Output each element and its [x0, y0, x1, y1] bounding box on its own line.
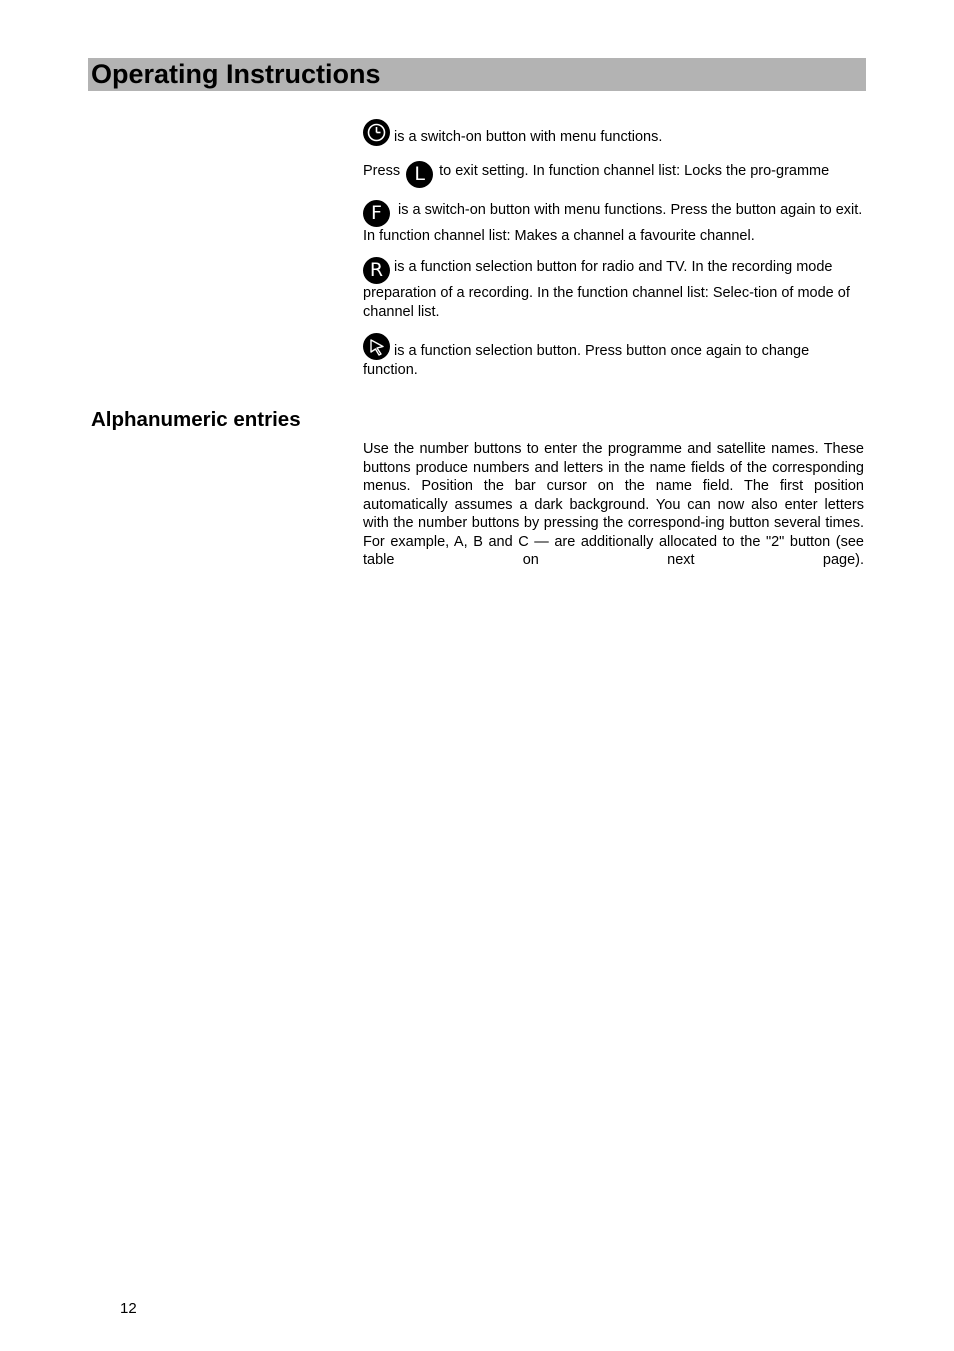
r-button-description [363, 257, 864, 321]
f-button-description [363, 200, 864, 246]
l-button-glyph: L [414, 162, 425, 185]
alphanumeric-body: Use the number buttons to enter the programme and satellite names. These buttons produce numbers and letters in the name fields of the corresponding menus. Position the bar cursor on the name field. The first position automatically assumes a dark background. You can now also enter letters with the number buttons by pressing the correspond-ing button several times. For example, A, B and C — are additionally allocated to the "2" button (see table on next page). [363, 441, 864, 568]
title-bar [88, 58, 866, 91]
button-descriptions [363, 119, 864, 391]
page-title: Operating Instructions [91, 59, 381, 89]
pointer-button-description [363, 333, 864, 379]
l-button-icon [406, 161, 433, 188]
r-button-text: is a function selection button for radio and TV. In the recording mode preparation of a recording. In the function channel list: Selec-tion of mode of channel list. [363, 259, 850, 320]
clock-icon [363, 119, 390, 146]
l-button-text: to exit setting. In function channel list: Locks the pro-gramme [439, 162, 830, 179]
pointer-icon [363, 333, 390, 360]
f-button-glyph: F [371, 201, 382, 224]
f-button-text: is a switch-on button with menu functions. Press the button again to exit. In function channel list: Makes a channel a favourite channel. [363, 201, 863, 244]
clock-button-description [363, 119, 864, 147]
l-button-description [363, 161, 864, 188]
f-button-icon [363, 200, 390, 227]
r-button-icon [363, 257, 390, 284]
page-number: 12 [120, 1300, 137, 1317]
pointer-button-text: is a function selection button. Press button once again to change function. [363, 343, 810, 378]
r-button-glyph: R [369, 259, 384, 281]
press-label: Press [363, 162, 401, 179]
alphanumeric-heading: Alphanumeric entries [91, 408, 301, 431]
clock-button-text: is a switch-on button with menu functions. [394, 129, 663, 145]
